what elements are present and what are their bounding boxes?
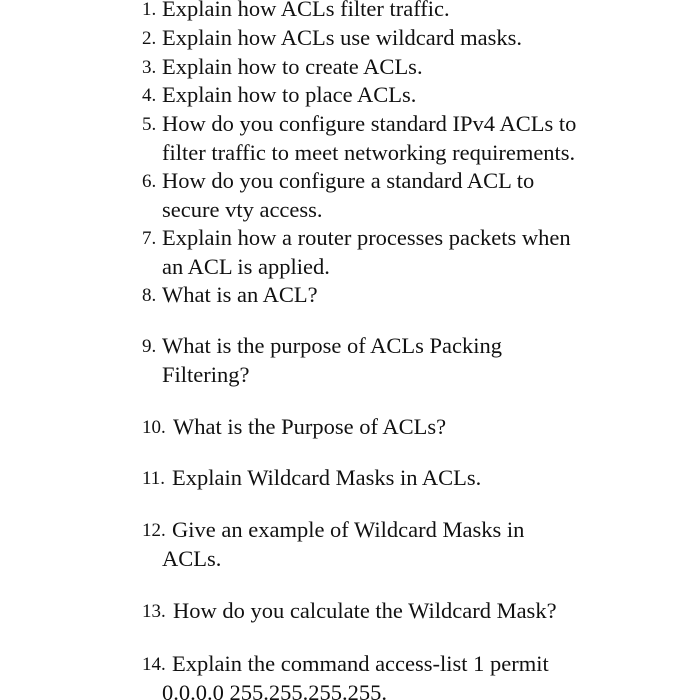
question-number: 3. (142, 57, 157, 78)
question-number: 1. (142, 0, 157, 20)
question-number: 9. (142, 336, 157, 357)
question-text-continued: 0.0.0.0 255.255.255.255. (162, 680, 387, 700)
question-number: 8. (142, 285, 157, 306)
question-text: Explain how to create ACLs. (162, 54, 423, 79)
question-text: Explain how a router processes packets when (162, 225, 571, 250)
question-text-continued: an ACL is applied. (162, 254, 330, 279)
question-number: 7. (142, 228, 157, 249)
question-text-continued: ACLs. (162, 546, 222, 571)
question-text: What is an ACL? (162, 282, 318, 307)
question-number: 14. (142, 654, 166, 675)
question-text: Explain how ACLs use wildcard masks. (162, 25, 522, 50)
question-text: How do you configure standard IPv4 ACLs to (162, 111, 577, 136)
question-text-continued: filter traffic to meet networking requirements. (162, 140, 576, 165)
question-number: 12. (142, 520, 166, 541)
question-text: What is the purpose of ACLs Packing (162, 333, 502, 358)
question-number: 13. (142, 601, 166, 622)
question-text: Explain how to place ACLs. (162, 82, 417, 107)
question-number: 2. (142, 28, 157, 49)
question-text: How do you configure a standard ACL to (162, 168, 535, 193)
question-text: Give an example of Wildcard Masks in (172, 517, 525, 542)
question-number: 6. (142, 171, 157, 192)
question-number: 5. (142, 114, 157, 135)
question-text: Explain how ACLs filter traffic. (162, 0, 450, 21)
question-text: What is the Purpose of ACLs? (173, 414, 447, 439)
question-text-continued: Filtering? (162, 362, 250, 387)
question-text-continued: secure vty access. (162, 197, 323, 222)
question-number: 11. (142, 468, 166, 489)
question-text: How do you calculate the Wildcard Mask? (173, 598, 557, 623)
question-text: Explain Wildcard Masks in ACLs. (172, 465, 482, 490)
question-number: 10. (142, 417, 166, 438)
question-number: 4. (142, 85, 157, 106)
question-text: Explain the command access-list 1 permit (172, 651, 549, 676)
